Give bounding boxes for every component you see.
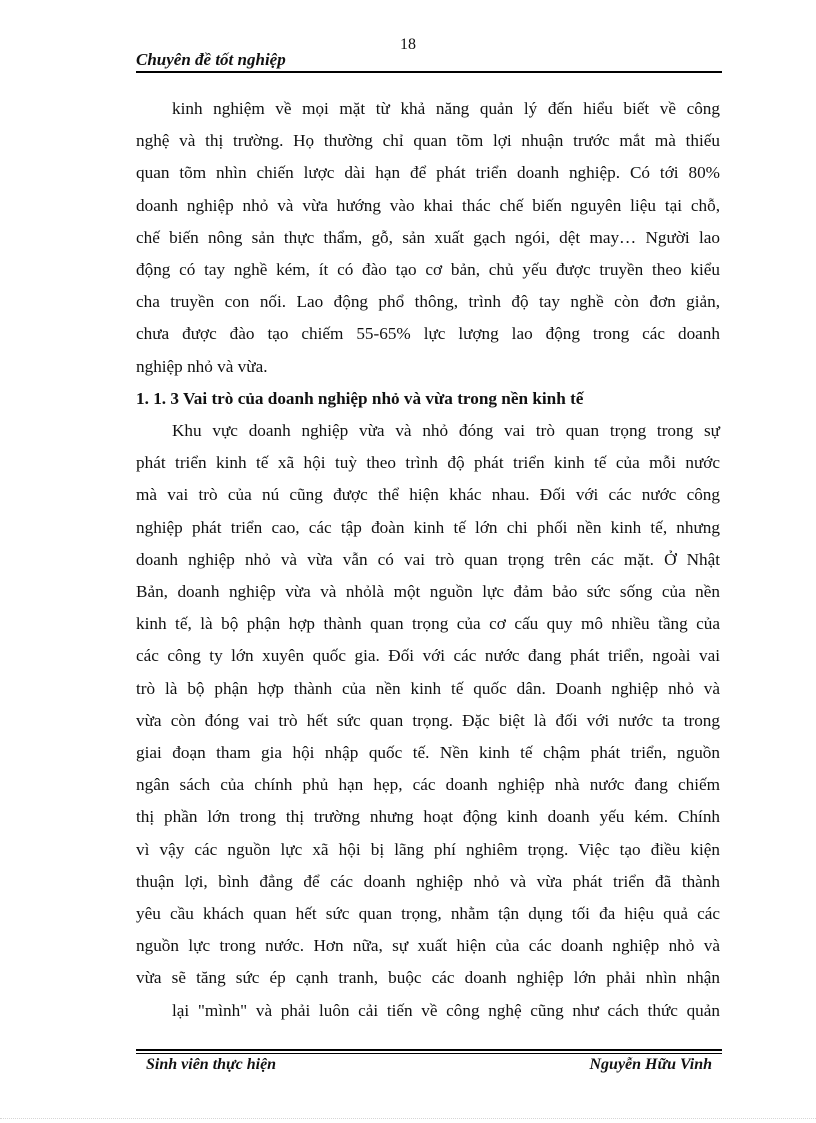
text-line: yêu cầu khách quan hết sức quan trọng, nhằm tận dụng tối đa hiệu quả các	[136, 904, 720, 924]
text-line: ngân sách của chính phủ hạn hẹp, các doanh nghiệp nhà nước đang chiếm	[136, 775, 720, 795]
text-line: nghiệp nhỏ và vừa.	[136, 356, 268, 376]
text-line: doanh nghiệp nhỏ và vừa vẫn có vai trò quan trọng trên các mặt. Ở Nhật	[136, 549, 720, 569]
text-line: quan tõm nhìn chiến lược dài hạn để phát triển doanh nghiệp. Có tới 80%	[136, 163, 720, 183]
text-line: lại "mình" và phải luôn cải tiến về công nghệ cũng như cách thức quản	[172, 1000, 720, 1020]
text-line: chế biến nông sản thực thẩm, gỗ, sản xuất gạch ngói, dệt may… Người lao	[136, 227, 720, 247]
text-line: các công ty lớn xuyên quốc gia. Đối với các nước đang phát triển, ngoài vai	[136, 646, 720, 666]
section-heading: 1. 1. 3 Vai trò của doanh nghiệp nhỏ và vừa trong nền kinh tế	[136, 388, 584, 408]
text-line: Bản, doanh nghiệp vừa và nhỏlà một nguồn lực đảm bảo sức sống của nền	[136, 582, 720, 602]
text-line: nghiệp phát triển cao, các tập đoàn kinh tế lớn chi phối nền kinh tế, nhưng	[136, 517, 720, 537]
text-line: trò là bộ phận hợp thành của nền kinh tế quốc dân. Doanh nghiệp nhỏ và	[136, 678, 720, 698]
text-line: kinh tế, là bộ phận hợp thành quan trọng của cơ cấu quy mô nhiều tầng của	[136, 614, 720, 634]
text-line: chưa được đào tạo chiếm 55-65% lực lượng lao động trong các doanh	[136, 324, 720, 344]
text-line: vừa còn đóng vai trò hết sức quan trọng. Đặc biệt là đối với nước ta trong	[136, 710, 720, 730]
text-line: giai đoạn tham gia hội nhập quốc tế. Nền kinh tế chậm phát triển, nguồn	[136, 743, 720, 763]
text-line: nguồn lực trong nước. Hơn nữa, sự xuất hiện của các doanh nghiệp nhỏ và	[136, 936, 720, 956]
page-number: 18	[400, 36, 416, 53]
body-text	[136, 93, 720, 1027]
text-line: mà vai trò của nú cũng được thể hiện khác nhau. Đối với các nước công	[136, 485, 720, 505]
text-line: vì vậy các nguồn lực xã hội bị lãng phí nghiêm trọng. Việc tạo điều kiện	[136, 839, 720, 859]
footer-student-label: Sinh viên thực hiện	[146, 1056, 277, 1073]
text-line: phát triển kinh tế xã hội tuỳ theo trình độ phát triển kinh tế của mỗi nước	[136, 453, 720, 473]
text-line: vừa sẽ tăng sức ép cạnh tranh, buộc các doanh nghiệp lớn phải nhìn nhận	[136, 968, 720, 988]
footer-divider-thin	[136, 1053, 722, 1054]
footer-author-name: Nguyễn Hữu Vinh	[589, 1056, 712, 1073]
text-line: kinh nghiệm về mọi mặt từ khả năng quản lý đến hiểu biết về công	[172, 99, 720, 118]
header-title: Chuyên đề tốt nghiệp	[136, 50, 286, 69]
text-line: thị phần lớn trong thị trường nhưng hoạt động kinh doanh yếu kém. Chính	[136, 807, 720, 827]
text-line: doanh nghiệp nhỏ và vừa hướng vào khai thác chế biến nguyên liệu tại chỗ,	[136, 195, 720, 215]
text-line: Khu vực doanh nghiệp vừa và nhỏ đóng vai trò quan trọng trong sự	[172, 421, 720, 441]
footer-divider	[136, 1049, 722, 1051]
text-line: thuận lợi, bình đẳng để các doanh nghiệp nhỏ và vừa phát triển đã thành	[136, 871, 720, 891]
text-line: động có tay nghề kém, ít có đào tạo cơ bản, chủ yếu được truyền theo kiểu	[136, 260, 720, 280]
page-edge	[0, 1118, 816, 1119]
text-line: cha truyền con nối. Lao động phổ thông, trình độ tay nghề còn đơn giản,	[136, 292, 720, 312]
text-line: nghệ và thị trường. Họ thường chỉ quan tõm lợi nhuận trước mắt mà thiếu	[136, 131, 720, 151]
header-divider	[136, 71, 722, 73]
